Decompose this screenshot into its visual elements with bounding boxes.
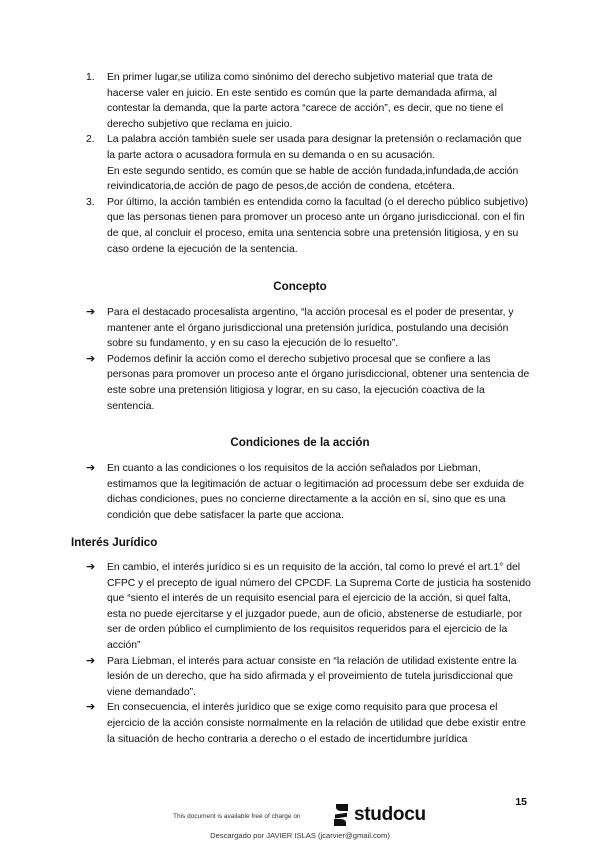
list-item (86, 654, 532, 701)
list-number: 3. (86, 196, 95, 208)
arrow-bullet-icon: ➔ (86, 701, 96, 714)
footer-availability-text: This document is available free of charge on (173, 813, 301, 820)
arrow-bullet-icon: ➔ (86, 352, 96, 365)
list-item-text: Para el destacado procesalista argentino, “la acción procesal es el poder de presentar, y mantener ante el órgano jurisdiccional una pretensión jurídica, postulando una decisión sobre su fundamento, y en su caso la ejecución de lo resuelto”. (107, 307, 514, 350)
list-item-text: En primer lugar,se utiliza como sinónimo del derecho subjetivo material que trata de hacerse valer en juicio. En este sentido es común que la parte demandada afirma, al contestar la demanda, que la parte actora “carece de acción”, es decir, que no tiene el derecho subjetivo que reclama en juicio. (107, 72, 504, 130)
concepto-list (86, 305, 532, 414)
footer-downloaded-by: Descargado por JAVIER ISLAS (jcarvier@gmail.com) (210, 831, 390, 840)
arrow-bullet-icon: ➔ (86, 654, 96, 667)
list-item (86, 461, 532, 523)
list-item-text: Para Liebman, el interés para actuar consiste en “la relación de utilidad existente entre la lesión de un derecho, que ha sido afirmada y el proveimiento de tutela jurisdiccional que viene demandado”. (107, 655, 517, 698)
condiciones-list (86, 461, 532, 523)
list-item-text: En consecuencia, el interés jurídico que se exige como requisito para que procesa el ejercicio de la acción consiste normalmente en la relación de utilidad que debe existir entre la situación de hecho contraria a derecho o el estado de incertidumbre jurídica (107, 702, 526, 745)
list-item (86, 305, 532, 352)
arrow-bullet-icon: ➔ (86, 306, 96, 318)
arrow-bullet-icon: ➔ (86, 462, 96, 474)
list-item (86, 195, 532, 257)
section-heading-interes: Interés Jurídico (71, 536, 158, 549)
list-item (86, 700, 532, 747)
list-item (86, 70, 532, 132)
list-number: 2. (86, 134, 95, 146)
list-item (86, 132, 532, 194)
list-number: 1. (86, 72, 95, 83)
arrow-bullet-icon: ➔ (86, 561, 96, 573)
list-item (86, 560, 532, 654)
list-item-text: La palabra acción también suele ser usada para designar la pretensión o reclamación que la parte actora o acusadora formula en su demanda o en su acusación. En este segundo sentido, es común que se hable de acción fundada,infundada,de acción reivindicatoria,de acción de pago de pesos,de acción de condena, etcétera. (107, 134, 534, 193)
list-item-text: Por último, la acción también es entendida como la facultad (o el derecho público subjetivo) que las personas tienen para promover un proceso ante un órgano jurisdiccional. con el fin de que, al concluir el proceso, emita una sentencia sobre una pretensión litigiosa, y en su caso ordene la ejecución de la sentencia. (107, 196, 529, 255)
interes-list (86, 560, 532, 747)
page-number: 15 (515, 796, 527, 808)
list-item-text: En cuanto a las condiciones o los requisitos de la acción señalados por Liebman, estimamos que la legitimación de actuar o legitimación ad processum debe ser exduida de dichas condiciones, pues no concierne directamente a la acción en sí, sino que es una condición que debe satisfacer la parte que acciona. (107, 463, 525, 521)
studocu-logo-link[interactable] (331, 803, 426, 827)
section-heading-concepto: Concepto (273, 280, 327, 293)
studocu-brand-text: studocu (354, 804, 426, 825)
studocu-logo-icon (331, 803, 351, 827)
list-item (86, 352, 532, 414)
list-item-text: En cambio, el interés jurídico si es un requisito de la acción, tal como lo prevé el art.1° del CFPC y el precepto de igual número del CPCDF. La Suprema Corte de justicia ha sostenido que “siento el interés de un requisito esencial para el ejercicio de la acción, si quel falta, esta no puede ejercitarse y el juzgador puede, aun de oficio, abstenerse de estudiarle, por ser de orden público el cumplimiento de los requisitos requeridos para el ejercicio de la acción” (107, 562, 531, 651)
numbered-list (86, 70, 532, 257)
section-heading-condiciones: Condiciones de la acción (230, 436, 370, 449)
list-item-text: Podemos definir la acción como el derecho subjetivo procesal que se confiere a las personas para promover un proceso ante el órgano jurisdiccional, obtener una sentencia de este sobre una pretensión litigiosa y lograr, en su caso, la ejecución coactiva de la sentencia. (107, 353, 530, 412)
